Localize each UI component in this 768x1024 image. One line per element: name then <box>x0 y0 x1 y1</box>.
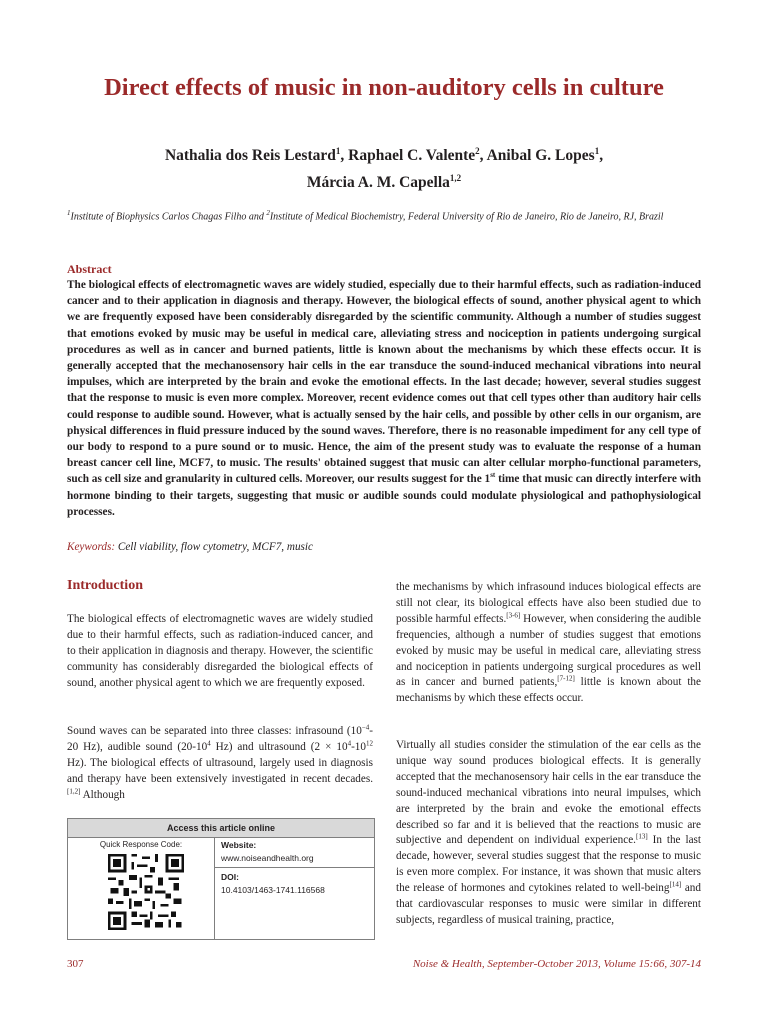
author-separator: , <box>340 147 349 165</box>
abstract-sup: st <box>490 471 496 480</box>
website-label: Website: <box>221 840 257 850</box>
citation-1-2: [1,2] <box>67 786 81 795</box>
keywords-text: Cell viability, flow cytometry, MCF7, music <box>115 541 313 553</box>
affiliations <box>67 206 707 224</box>
abstract-text-1: The biological effects of electromagnetic waves are widely studied, especially due to their harmful effects, such as radiation-induced cancer and to their application in diagnosis and therapy. However, the biological effects of sound, another physical agent to which we are frequently exposed have been considerably disregarded by the scientific community. Although a number of studies suggest that emotions evoked by music may be useful in medical care, alleviating stress and nociception in patients undergoing surgical procedures as well as in cancer and burned patients, little is known about the mechanisms by which these effects occur. It is generally accepted that the mechanosensory hair cells in the ear transduce the sound-induced mechanical vibrations into neural impulses, which are interpreted by the brain and evoke the emotional effects. In the last decade; however, several studies suggest that the response to music is even more complex. Moreover, recent evidence comes out that cell types other than auditory hair cells could response to audible sound. However, what is actually sensed by the hair cells, and possible by other cells in our organism, are physical differences in fluid pressure induced by the sound waves. Therefore, there is no reasonable impediment for any cell type of our body to respond to a pure sound or to music. Hence, the aim of the present study was to evaluate the response of a human breast cancer cell line, MCF7, to music. The results' obtained suggest that music can alter cellular morpho-functional parameters, such as cell size and granularity in cultured cells. Moreover, our results suggest for the 1 <box>67 279 701 486</box>
access-article-box <box>67 818 375 940</box>
author-affil-sup: 2 <box>475 146 480 156</box>
citation-14: [14] <box>669 880 682 889</box>
citation-3-6: [3-6] <box>506 611 521 620</box>
introduction-heading: Introduction <box>67 578 143 593</box>
text-run: Although <box>80 788 125 801</box>
sup-run: −4 <box>361 723 370 732</box>
page-number: 307 <box>67 958 84 970</box>
sup-run: 12 <box>366 739 373 748</box>
author-list <box>0 140 768 194</box>
author-affil-sup: 1 <box>335 146 341 156</box>
affil-sup-2: 2 <box>266 209 270 217</box>
author-line-2 <box>0 167 768 194</box>
access-box-header: Access this article online <box>68 819 374 838</box>
intro-right-paragraph-1 <box>396 580 701 707</box>
keywords-label: Keywords: <box>67 541 116 553</box>
website-cell <box>215 838 374 868</box>
intro-paragraph-2 <box>67 724 373 804</box>
author-affil-sup: 1 <box>594 146 600 156</box>
abstract-text-2: time that music can directly interfere with hormone binding to their targets, suggesting that music or audible sounds could modulate physiological and pathophysiological processes. <box>67 473 702 518</box>
intro-paragraph-1: The biological effects of electromagnetic waves are widely studied due to their harmful effects, such as radiation-induced cancer, and to their application in diagnosis and therapy. However, the scientific community has considerably disregarded the biological effects of sound, another physical agent to which we are frequently exposed. <box>67 613 373 689</box>
author-separator: , <box>479 147 487 165</box>
affil-sup-1: 1 <box>67 209 71 217</box>
affil-text-1: Institute of Biophysics Carlos Chagas Filho and <box>70 211 267 223</box>
text-run: -20 Hz), audible sound (20-10 <box>67 725 373 753</box>
qr-label: Quick Response Code: <box>99 840 183 849</box>
website-link[interactable]: www.noiseandhealth.org <box>221 853 314 863</box>
author-name: Nathalia dos Reis Lestard <box>164 147 336 165</box>
author-name: Raphael C. Valente <box>348 147 476 165</box>
text-run: However, when considering the audible frequencies, although a number of studies suggest that emotions evoked by music may be useful in medical care, alleviating stress and nociception in patients undergoing surgical procedures as well as in cancer and burned patients, <box>396 612 701 689</box>
abstract-heading: Abstract <box>67 262 112 276</box>
doi-value[interactable]: 10.4103/1463-1741.116568 <box>221 885 325 895</box>
sup-run: 4 <box>347 739 352 748</box>
qr-cell <box>68 838 215 939</box>
text-run: and that cardiovascular responses to music were similar in different subjects, regardless of musical training, practice, <box>396 882 701 926</box>
text-run: little is known about the mechanisms by which these effects occur. <box>396 676 701 705</box>
article-info-cell <box>215 838 374 939</box>
qr-code-icon[interactable] <box>108 854 184 930</box>
doi-cell <box>215 868 374 899</box>
text-run: the mechanisms by which infrasound induces biological effects are still not clear, its biological effects have also been studied due to possible harmful effects. <box>396 581 701 625</box>
journal-citation: Noise & Health, September-October 2013, Volume 15:66, 307-14 <box>412 958 701 970</box>
abstract-body <box>67 277 701 520</box>
text-run: Sound waves can be separated into three classes: infrasound (10 <box>67 725 362 737</box>
text-run: Virtually all studies consider the stimulation of the ear cells as the unique way sound produces biological effects. It is generally accepted that the mechanosensory hair cells in the ear transduce the sound-induced mechanical vibrations into neural impulses, which are interpreted by the brain and evoke the emotional effects described so far and it is believed that the reactions to music are subjective and dependent on individual experience. <box>396 739 701 847</box>
doi-label: DOI: <box>221 872 239 882</box>
article-title: Direct effects of music in non-auditory cells in culture <box>104 74 664 101</box>
author-affil-sup: 1,2 <box>449 173 462 184</box>
text-run: Hz) and ultrasound (2 × 10 <box>210 740 348 753</box>
text-run: Hz). The biological effects of ultrasound, largely used in diagnosis and therapy have been extensively investigated in recent decades. <box>67 756 373 785</box>
text-run: -10 <box>351 740 366 753</box>
citation-13: [13] <box>635 832 648 841</box>
author-name: Márcia A. M. Capella <box>306 174 450 192</box>
sup-run: 4 <box>207 739 211 748</box>
author-name: Anibal G. Lopes <box>486 147 595 165</box>
text-run: In the last decade, however, several studies suggest that the response to music is even more complex. For instance, it was shown that music alters the release of hormones and cytokines related to well-being <box>396 834 701 895</box>
keywords <box>67 541 313 553</box>
intro-right-paragraph-2 <box>396 738 701 929</box>
affil-text-2: Institute of Medical Biochemistry, Federal University of Rio de Janeiro, Rio de Janeiro, RJ, Brazil <box>269 211 664 223</box>
author-line-1 <box>0 140 768 167</box>
citation-7-12: [7-12] <box>557 674 575 683</box>
author-separator: , <box>599 147 604 165</box>
